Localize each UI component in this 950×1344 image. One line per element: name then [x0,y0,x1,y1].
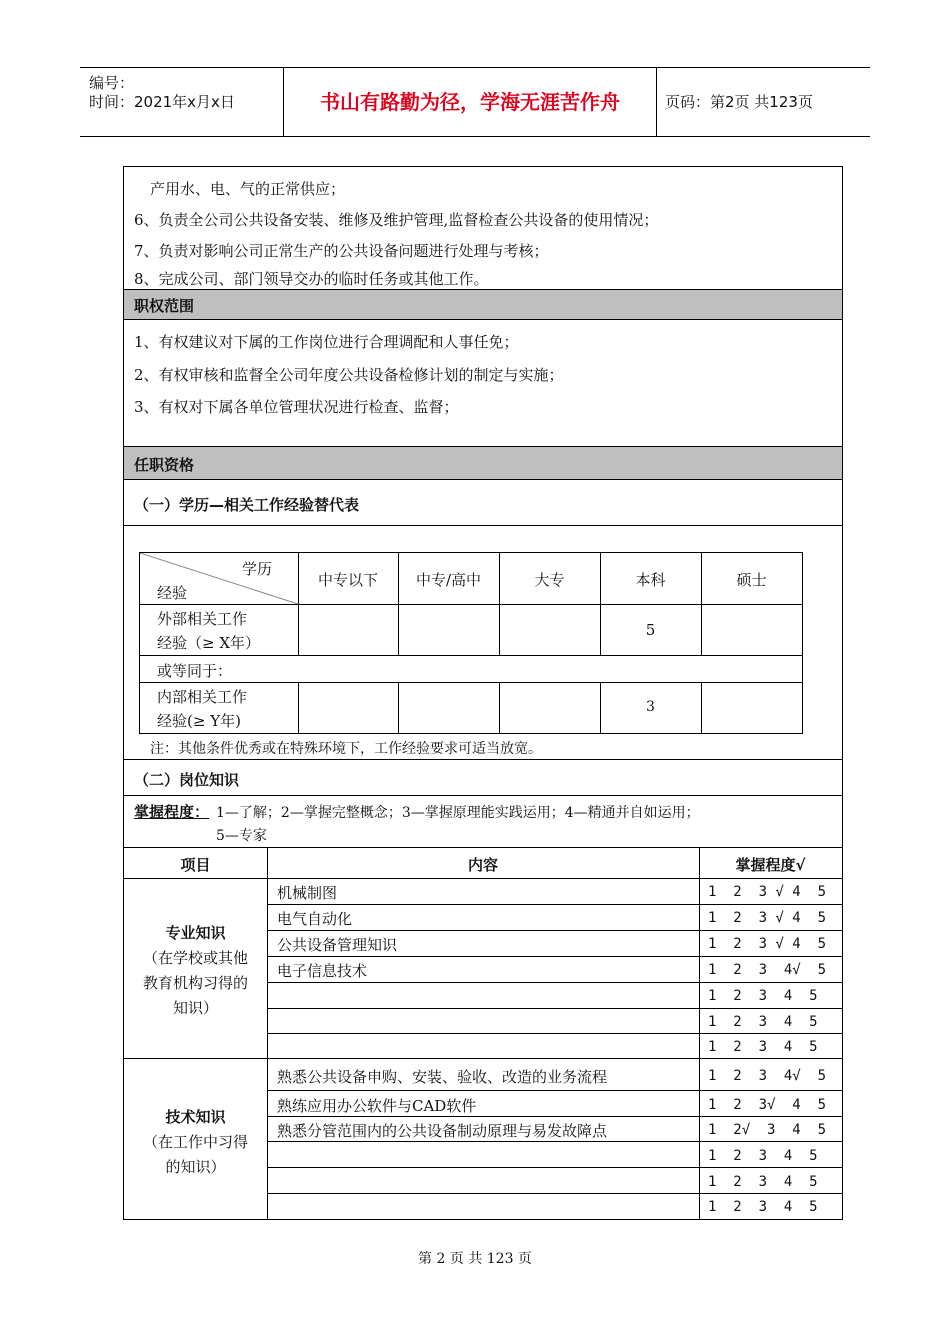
row-line [124,878,842,879]
mastery-level: 1 2 3 4√ 5 [708,962,827,978]
corner-education-label: 学历 [242,560,273,578]
knowledge-header-content: 内容 [467,856,498,874]
knowledge-content: 电气自动化 [277,910,353,928]
mastery-level: 1 2 3 4 5 [708,1039,818,1055]
mastery-level: 1 2 3 4 5 [708,1199,818,1215]
knowledge-content: 电子信息技术 [277,962,368,980]
number-label: 编号： [89,74,135,92]
row-line [267,930,842,931]
internal-experience-label: 经验(≥ Y年) [157,712,241,730]
divider [124,847,842,848]
technical-knowledge-title: 技术知识 [165,1108,226,1126]
authority-section-header [124,289,842,320]
qualification-section-header [124,446,842,480]
column-header: 硕士 [736,571,767,589]
mastery-level: 1 2 3 4 5 [708,1148,818,1164]
authority-title: 职权范围 [134,297,195,315]
education-subtitle: （一）学历—相关工作经验替代表 [134,496,360,514]
time-label: 时间：2021年x月x日 [89,93,235,111]
technical-knowledge-desc: 的知识） [165,1158,226,1176]
column-header: 本科 [635,571,666,589]
divider [124,525,842,526]
knowledge-content: 熟悉公共设备申购、安装、验收、改造的业务流程 [277,1068,608,1086]
row-line [267,1116,842,1117]
equals-label: 或等同于： [157,662,233,680]
authority-item: 3、有权对下属各单位管理状况进行检查、监督； [134,398,459,416]
mastery-label: 掌握程度： [134,803,210,821]
education-experience-table [139,552,803,734]
knowledge-content: 熟练应用办公软件与CAD软件 [277,1097,477,1115]
authority-item: 1、有权建议对下属的工作岗位进行合理调配和人事任免； [134,333,519,351]
knowledge-header-item: 项目 [180,856,211,874]
professional-knowledge-desc: （在学校或其他 [142,949,248,967]
internal-experience-label: 内部相关工作 [157,688,248,706]
mastery-level: 1 2 3 4√ 5 [708,1068,827,1084]
divider [124,795,842,796]
duty-line: 产用水、电、气的正常供应； [150,180,346,198]
duty-line: 7、负责对影响公司正常生产的公共设备问题进行处理与考核； [134,242,549,260]
mastery-level: 1 2 3 4 5 [708,1014,818,1030]
page-footer: 第 2 页 共 123 页 [418,1251,532,1267]
position-knowledge-subtitle: （二）岗位知识 [134,771,240,789]
col-line [499,604,500,655]
technical-knowledge-desc: （在工作中习得 [142,1133,248,1151]
knowledge-content: 机械制图 [277,884,338,902]
col-line [298,682,299,733]
page-header [80,67,870,137]
col-line [701,604,702,655]
external-experience-label: 经验（≥ X年） [157,634,261,652]
column-header: 大专 [534,571,565,589]
mastery-level: 1 2 3 √ 4 5 [708,936,827,952]
mastery-level: 1 2 3 4 5 [708,1174,818,1190]
duty-line: 8、完成公司、部门领导交办的临时任务或其他工作。 [134,270,489,288]
column-header: 中专/高中 [415,571,482,589]
qualification-title: 任职资格 [134,456,195,474]
knowledge-content: 熟悉分管范围内的公共设备制动原理与易发故障点 [277,1122,608,1140]
row-line [267,1090,842,1091]
row-line [140,682,802,683]
knowledge-content: 公共设备管理知识 [277,936,398,954]
internal-value: 3 [646,699,655,715]
duty-line: 6、负责全公司公共设备安装、维修及维护管理,监督检查公共设备的使用情况； [134,211,659,229]
authority-item: 2、有权审核和监督全公司年度公共设备检修计划的制定与实施； [134,366,564,384]
row-line [267,982,842,983]
professional-knowledge-desc: 教育机构习得的 [142,974,248,992]
row-line [267,1033,842,1034]
job-description-form [123,166,843,1220]
header-meta [80,68,284,136]
row-line [267,1008,842,1009]
col-line [701,682,702,733]
row-line [140,604,802,605]
row-line [267,1141,842,1142]
mastery-scale-text: 5—专家 [216,828,267,844]
mastery-level: 1 2 3 √ 4 5 [708,910,827,926]
col-line [499,682,500,733]
professional-knowledge-desc: 知识） [172,999,218,1017]
header-page-info: 页码：第2页 共123页 [665,93,813,111]
mastery-level: 1 2 3√ 4 5 [708,1097,827,1113]
external-experience-label: 外部相关工作 [157,610,248,628]
col-line [298,604,299,655]
mastery-level: 1 2√ 3 4 5 [708,1122,827,1138]
mastery-level: 1 2 3 √ 4 5 [708,884,827,900]
corner-experience-label: 经验 [157,584,188,602]
col-line [398,682,399,733]
column-header: 中专以下 [317,571,378,589]
col-line [398,604,399,655]
experience-note: 注：其他条件优秀或在特殊环境下，工作经验要求可适当放宽。 [150,741,542,757]
row-line [124,1058,842,1059]
mastery-level: 1 2 3 4 5 [708,988,818,1004]
professional-knowledge-title: 专业知识 [165,924,226,942]
external-value: 5 [645,621,656,639]
header-motto: 书山有路勤为径，学海无涯苦作舟 [284,68,657,136]
row-line [267,1193,842,1194]
row-line [140,655,802,656]
knowledge-header-level: 掌握程度√ [735,856,806,874]
row-line [267,904,842,905]
row-line [267,1167,842,1168]
row-line [267,956,842,957]
divider [124,759,842,760]
mastery-scale-text: 1—了解；2—掌握完整概念；3—掌握原理能实践运用；4—精通并自如运用； [216,805,700,821]
